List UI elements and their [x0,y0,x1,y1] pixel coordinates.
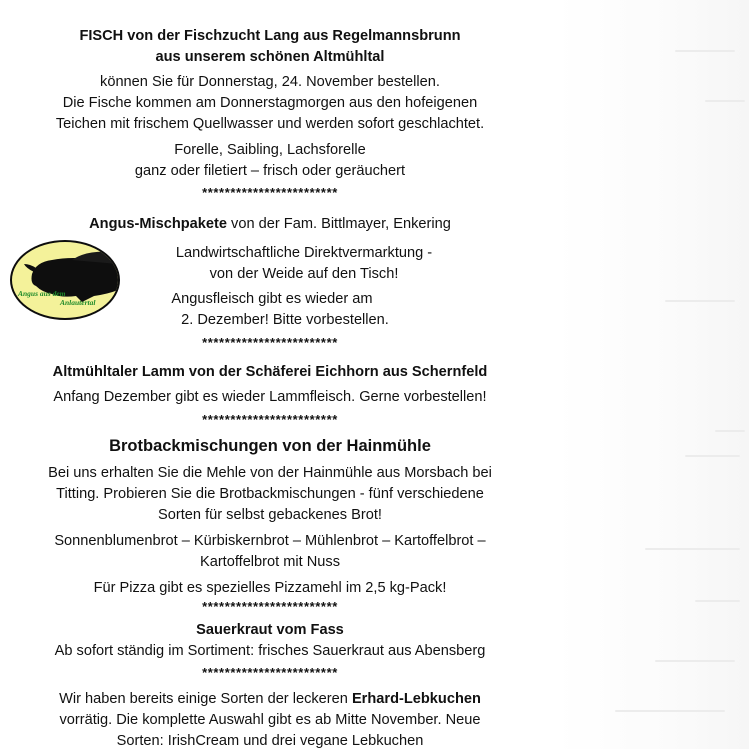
logo-text-line2: Anlautertal [60,298,96,307]
lebkuchen-text-line: Sorten: IrishCream und drei vegane Lebkuchen [116,733,424,749]
brot-pizza: Für Pizza gibt es spezielles Pizzamehl im 2,5 kg-Pack! [93,580,447,596]
fisch-preparation: ganz oder filetiert – frisch oder geräuchert [134,163,406,179]
fisch-varieties: Forelle, Saibling, Lachsforelle [174,142,366,158]
angus-text-line: von der Weide auf den Tisch! [209,266,399,282]
angus-title-suffix: von der Fam. Bittlmayer, Enkering [227,216,451,232]
separator: ************************ [202,665,338,680]
fisch-text-line: Teichen mit frischem Quellwasser und werden sofort geschlachtet. [55,116,485,132]
lebkuchen-brand: Erhard-Lebkuchen [351,691,481,707]
lebkuchen-text-line: vorrätig. Die komplette Auswahl gibt es ab Mitte November. Neue [59,712,481,728]
lamm-title: Altmühltaler Lamm von der Schäferei Eichhorn aus Schernfeld [52,364,488,380]
fisch-text-line: können Sie für Donnerstag, 24. November bestellen. [100,74,440,90]
lebkuchen-text-line [0,689,540,709]
brot-text-line: Bei uns erhalten Sie die Mehle von der Hainmühle aus Morsbach bei [48,465,492,481]
lamm-text: Anfang Dezember gibt es wieder Lammfleisch. Gerne vorbestellen! [53,389,487,405]
faded-background-page [555,0,749,749]
brot-text-line: Sorten für selbst gebackenes Brot! [158,507,382,523]
lebkuchen-prefix: Wir haben bereits einige Sorten der leckeren [59,691,352,707]
logo-text-line1: Angus aus dem [18,289,66,298]
angus-text-line: Landwirtschaftliche Direktvermarktung - [175,245,433,261]
separator: ************************ [202,335,338,350]
angus-title [0,214,540,234]
separator: ************************ [202,599,338,614]
fisch-title-line2: aus unserem schönen Altmühltal [155,49,385,65]
fisch-text-line: Die Fische kommen am Donnerstagmorgen aus den hofeigenen [62,95,478,111]
brot-text-line: Titting. Probieren Sie die Brotbackmischungen - fünf verschiedene [56,486,484,502]
angus-text-line: Angusfleisch gibt es wieder am [171,291,373,307]
separator: ************************ [202,412,338,427]
angus-title-bold: Angus-Mischpakete [89,216,227,232]
sauerkraut-text: Ab sofort ständig im Sortiment: frisches Sauerkraut aus Abensberg [54,643,486,659]
sauerkraut-title: Sauerkraut vom Fass [196,622,344,638]
angus-text-line: 2. Dezember! Bitte vorbestellen. [181,312,389,328]
brot-varieties: Sonnenblumenbrot – Kürbiskernbrot – Mühlenbrot – Kartoffelbrot – [54,533,486,549]
brot-varieties: Kartoffelbrot mit Nuss [199,554,341,570]
fisch-title-line1: FISCH von der Fischzucht Lang aus Regelmannsbrunn [79,28,461,44]
brot-title: Brotbackmischungen von der Hainmühle [109,437,431,455]
separator: ************************ [202,185,338,200]
angus-logo [10,240,120,320]
